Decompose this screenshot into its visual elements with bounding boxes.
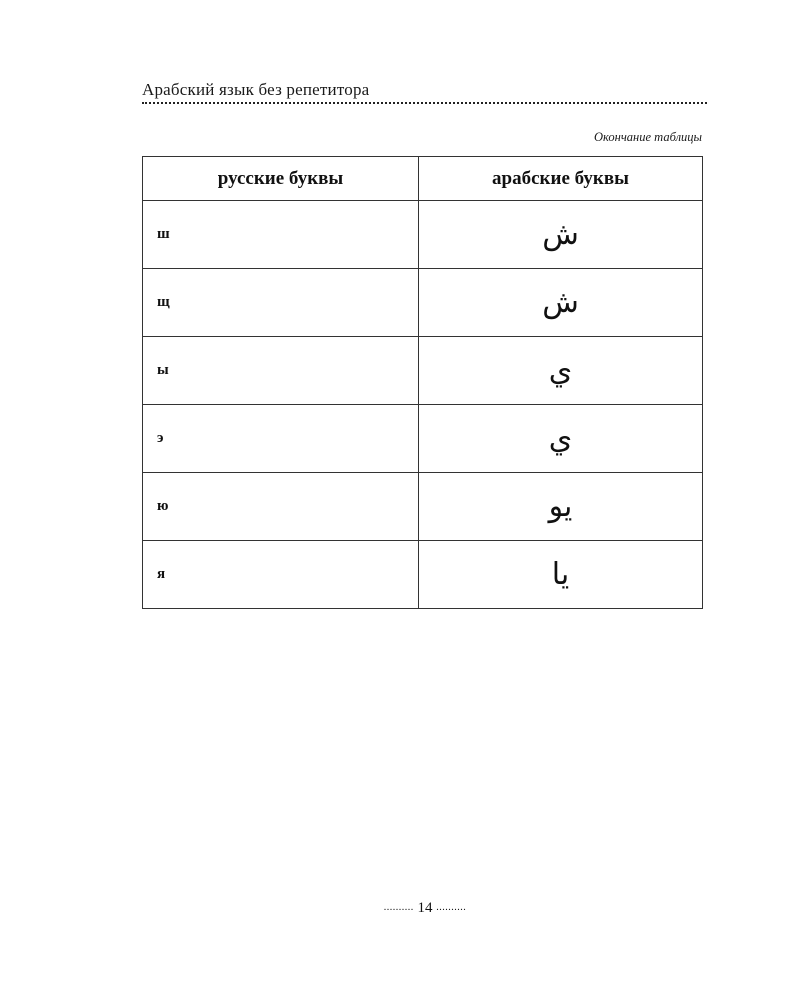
page-number-footer [300,900,550,917]
table-row [143,337,703,405]
russian-letter-cell: ю [143,473,419,541]
russian-letter-cell: э [143,405,419,473]
russian-letter-cell: щ [143,269,419,337]
arabic-letter-cell: يا [419,541,703,609]
russian-letter-cell: ш [143,201,419,269]
arabic-letter-cell: يو [419,473,703,541]
arabic-letter-cell: ش [419,201,703,269]
running-header-title: Арабский язык без репетитора [142,80,370,99]
footer-dots-right: .......... [436,902,467,913]
russian-letter-cell: ы [143,337,419,405]
footer-dots-left: .......... [383,902,414,913]
page-number: 14 [417,900,433,916]
letters-correspondence-table [142,156,703,609]
arabic-letter-cell: ي [419,337,703,405]
column-header-russian: русские буквы [143,157,419,201]
column-header-arabic: арабские буквы [419,157,703,201]
arabic-letter-cell: ش [419,269,703,337]
header-divider [142,102,707,104]
arabic-letter-cell: ي [419,405,703,473]
table-continuation-note: Окончание таблицы [593,130,702,144]
table-row [143,405,703,473]
table-row [143,541,703,609]
russian-letter-cell: я [143,541,419,609]
table-header-row [143,157,703,201]
table-row [143,201,703,269]
table-row [143,269,703,337]
table-row [143,473,703,541]
